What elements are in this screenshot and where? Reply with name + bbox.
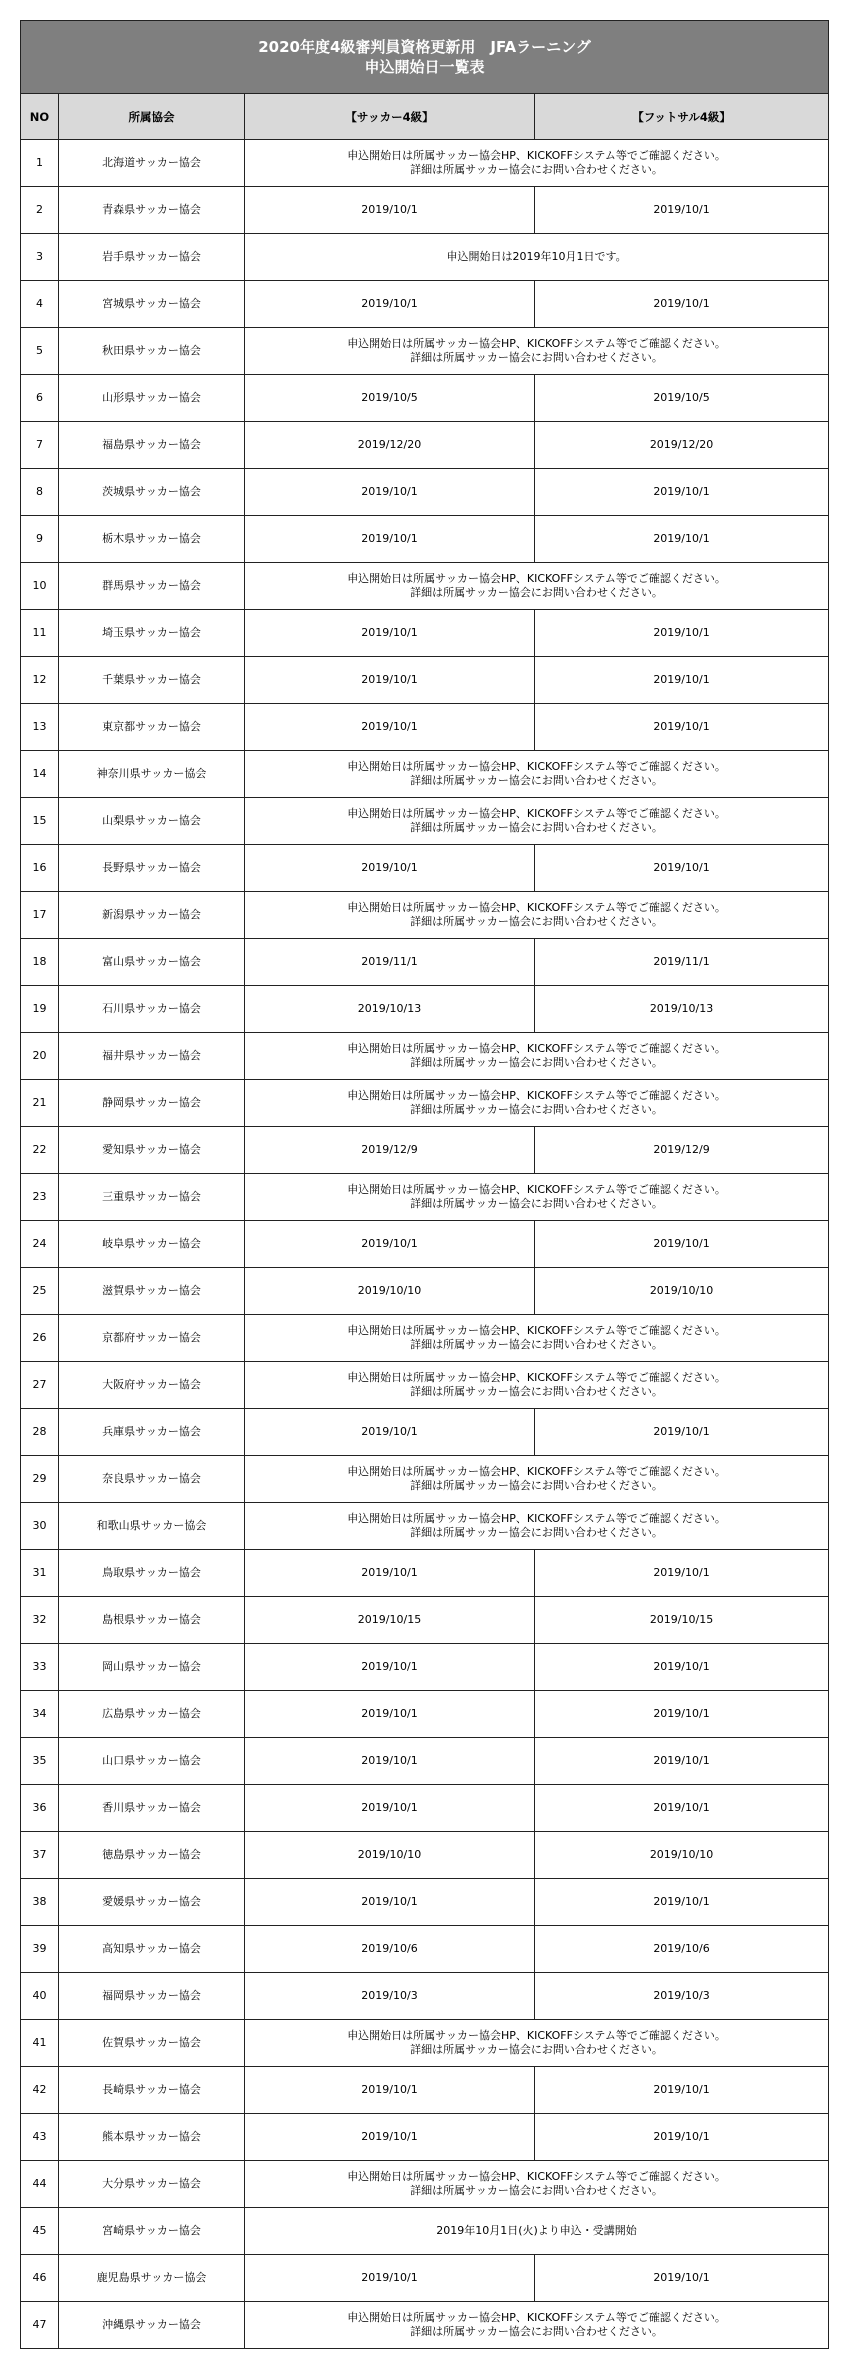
note-line: 申込開始日は所属サッカー協会HP、KICKOFFシステム等でご確認ください。 bbox=[347, 1089, 726, 1102]
title-row bbox=[21, 21, 829, 94]
row-association: 大分県サッカー協会 bbox=[59, 2161, 245, 2208]
row-no: 23 bbox=[21, 1174, 59, 1221]
row-soccer-date: 2019/11/1 bbox=[245, 939, 535, 986]
note-line: 申込開始日は2019年10月1日です。 bbox=[446, 250, 627, 263]
table-row bbox=[21, 2020, 829, 2067]
row-soccer-date: 2019/10/1 bbox=[245, 281, 535, 328]
row-futsal-date: 2019/10/1 bbox=[535, 2114, 829, 2161]
row-soccer-date: 2019/10/1 bbox=[245, 469, 535, 516]
row-futsal-date: 2019/12/9 bbox=[535, 1127, 829, 1174]
table-row bbox=[21, 798, 829, 845]
column-header-no: NO bbox=[21, 94, 59, 140]
row-soccer-date: 2019/10/1 bbox=[245, 1644, 535, 1691]
table-row bbox=[21, 1644, 829, 1691]
note-line: 詳細は所属サッカー協会にお問い合わせください。 bbox=[410, 1479, 663, 1492]
row-no: 4 bbox=[21, 281, 59, 328]
row-association: 奈良県サッカー協会 bbox=[59, 1456, 245, 1503]
row-association: 徳島県サッカー協会 bbox=[59, 1832, 245, 1879]
row-soccer-date: 2019/10/13 bbox=[245, 986, 535, 1033]
row-start-date-note bbox=[245, 798, 829, 845]
row-association: 香川県サッカー協会 bbox=[59, 1785, 245, 1832]
row-association: 鹿児島県サッカー協会 bbox=[59, 2255, 245, 2302]
row-association: 東京都サッカー協会 bbox=[59, 704, 245, 751]
note-line: 申込開始日は所属サッカー協会HP、KICKOFFシステム等でご確認ください。 bbox=[347, 1183, 726, 1196]
note-line: 詳細は所属サッカー協会にお問い合わせください。 bbox=[410, 1385, 663, 1398]
row-futsal-date: 2019/10/1 bbox=[535, 845, 829, 892]
table-row bbox=[21, 939, 829, 986]
row-no: 36 bbox=[21, 1785, 59, 1832]
table-row bbox=[21, 2255, 829, 2302]
row-association: 福井県サッカー協会 bbox=[59, 1033, 245, 1080]
table-row bbox=[21, 2161, 829, 2208]
table-row bbox=[21, 1785, 829, 1832]
row-no: 28 bbox=[21, 1409, 59, 1456]
row-soccer-date: 2019/10/1 bbox=[245, 187, 535, 234]
table-title bbox=[21, 21, 829, 94]
note-line: 申込開始日は所属サッカー協会HP、KICKOFFシステム等でご確認ください。 bbox=[347, 1465, 726, 1478]
row-no: 45 bbox=[21, 2208, 59, 2255]
row-no: 29 bbox=[21, 1456, 59, 1503]
row-association: 青森県サッカー協会 bbox=[59, 187, 245, 234]
row-no: 8 bbox=[21, 469, 59, 516]
table-row bbox=[21, 1033, 829, 1080]
row-start-date-note bbox=[245, 2161, 829, 2208]
row-association: 北海道サッカー協会 bbox=[59, 140, 245, 187]
table-row bbox=[21, 751, 829, 798]
row-no: 20 bbox=[21, 1033, 59, 1080]
row-no: 11 bbox=[21, 610, 59, 657]
row-association: 新潟県サッカー協会 bbox=[59, 892, 245, 939]
row-soccer-date: 2019/10/1 bbox=[245, 1550, 535, 1597]
row-soccer-date: 2019/10/1 bbox=[245, 657, 535, 704]
row-futsal-date: 2019/11/1 bbox=[535, 939, 829, 986]
row-soccer-date: 2019/12/20 bbox=[245, 422, 535, 469]
note-line: 申込開始日は所属サッカー協会HP、KICKOFFシステム等でご確認ください。 bbox=[347, 2311, 726, 2324]
table-row bbox=[21, 1738, 829, 1785]
row-no: 12 bbox=[21, 657, 59, 704]
row-futsal-date: 2019/10/1 bbox=[535, 1221, 829, 1268]
row-soccer-date: 2019/10/10 bbox=[245, 1832, 535, 1879]
row-soccer-date: 2019/10/1 bbox=[245, 1738, 535, 1785]
row-futsal-date: 2019/10/1 bbox=[535, 281, 829, 328]
row-start-date-note bbox=[245, 2020, 829, 2067]
row-start-date-note bbox=[245, 1033, 829, 1080]
row-association: 三重県サッカー協会 bbox=[59, 1174, 245, 1221]
row-start-date-note bbox=[245, 328, 829, 375]
row-association: 山形県サッカー協会 bbox=[59, 375, 245, 422]
table-row bbox=[21, 1362, 829, 1409]
row-futsal-date: 2019/10/1 bbox=[535, 1550, 829, 1597]
row-no: 24 bbox=[21, 1221, 59, 1268]
table-row bbox=[21, 1221, 829, 1268]
row-futsal-date: 2019/10/1 bbox=[535, 1409, 829, 1456]
row-association: 京都府サッカー協会 bbox=[59, 1315, 245, 1362]
row-association: 滋賀県サッカー協会 bbox=[59, 1268, 245, 1315]
table-row bbox=[21, 2302, 829, 2349]
table-body bbox=[21, 140, 829, 2349]
table-row bbox=[21, 1597, 829, 1644]
row-association: 静岡県サッカー協会 bbox=[59, 1080, 245, 1127]
row-no: 26 bbox=[21, 1315, 59, 1362]
row-no: 42 bbox=[21, 2067, 59, 2114]
row-start-date-note bbox=[245, 1503, 829, 1550]
row-no: 46 bbox=[21, 2255, 59, 2302]
table-row bbox=[21, 1926, 829, 1973]
title-line-2: 申込開始日一覧表 bbox=[364, 58, 485, 76]
table-row bbox=[21, 1691, 829, 1738]
note-line: 詳細は所属サッカー協会にお問い合わせください。 bbox=[410, 774, 663, 787]
row-association: 神奈川県サッカー協会 bbox=[59, 751, 245, 798]
row-association: 長野県サッカー協会 bbox=[59, 845, 245, 892]
row-futsal-date: 2019/10/10 bbox=[535, 1832, 829, 1879]
note-line: 申込開始日は所属サッカー協会HP、KICKOFFシステム等でご確認ください。 bbox=[347, 760, 726, 773]
row-no: 47 bbox=[21, 2302, 59, 2349]
row-association: 茨城県サッカー協会 bbox=[59, 469, 245, 516]
table-row bbox=[21, 1268, 829, 1315]
row-association: 岐阜県サッカー協会 bbox=[59, 1221, 245, 1268]
row-association: 秋田県サッカー協会 bbox=[59, 328, 245, 375]
row-association: 高知県サッカー協会 bbox=[59, 1926, 245, 1973]
note-line: 申込開始日は所属サッカー協会HP、KICKOFFシステム等でご確認ください。 bbox=[347, 2029, 726, 2042]
row-futsal-date: 2019/10/1 bbox=[535, 610, 829, 657]
row-futsal-date: 2019/10/15 bbox=[535, 1597, 829, 1644]
row-association: 千葉県サッカー協会 bbox=[59, 657, 245, 704]
row-soccer-date: 2019/10/5 bbox=[245, 375, 535, 422]
row-no: 6 bbox=[21, 375, 59, 422]
note-line: 詳細は所属サッカー協会にお問い合わせください。 bbox=[410, 163, 663, 176]
table-row bbox=[21, 986, 829, 1033]
note-line: 申込開始日は所属サッカー協会HP、KICKOFFシステム等でご確認ください。 bbox=[347, 337, 726, 350]
table-row bbox=[21, 563, 829, 610]
table-row bbox=[21, 281, 829, 328]
table-row bbox=[21, 187, 829, 234]
row-association: 山梨県サッカー協会 bbox=[59, 798, 245, 845]
row-start-date-note bbox=[245, 1174, 829, 1221]
row-start-date-note bbox=[245, 892, 829, 939]
row-association: 愛媛県サッカー協会 bbox=[59, 1879, 245, 1926]
row-start-date-note bbox=[245, 563, 829, 610]
table-row bbox=[21, 1973, 829, 2020]
row-soccer-date: 2019/10/1 bbox=[245, 516, 535, 563]
row-no: 38 bbox=[21, 1879, 59, 1926]
row-no: 27 bbox=[21, 1362, 59, 1409]
row-no: 17 bbox=[21, 892, 59, 939]
row-futsal-date: 2019/10/13 bbox=[535, 986, 829, 1033]
row-futsal-date: 2019/10/10 bbox=[535, 1268, 829, 1315]
row-association: 熊本県サッカー協会 bbox=[59, 2114, 245, 2161]
row-association: 岡山県サッカー協会 bbox=[59, 1644, 245, 1691]
row-association: 石川県サッカー協会 bbox=[59, 986, 245, 1033]
row-soccer-date: 2019/10/1 bbox=[245, 1785, 535, 1832]
row-start-date-note bbox=[245, 1362, 829, 1409]
table-row bbox=[21, 422, 829, 469]
table-row bbox=[21, 375, 829, 422]
row-soccer-date: 2019/10/1 bbox=[245, 2255, 535, 2302]
note-line: 申込開始日は所属サッカー協会HP、KICKOFFシステム等でご確認ください。 bbox=[347, 807, 726, 820]
row-futsal-date: 2019/10/1 bbox=[535, 469, 829, 516]
row-association: 岩手県サッカー協会 bbox=[59, 234, 245, 281]
table-row bbox=[21, 1550, 829, 1597]
row-no: 32 bbox=[21, 1597, 59, 1644]
row-futsal-date: 2019/10/1 bbox=[535, 704, 829, 751]
row-start-date-note bbox=[245, 140, 829, 187]
row-association: 山口県サッカー協会 bbox=[59, 1738, 245, 1785]
row-soccer-date: 2019/10/3 bbox=[245, 1973, 535, 2020]
note-line: 申込開始日は所属サッカー協会HP、KICKOFFシステム等でご確認ください。 bbox=[347, 572, 726, 585]
row-futsal-date: 2019/10/1 bbox=[535, 1644, 829, 1691]
note-line: 詳細は所属サッカー協会にお問い合わせください。 bbox=[410, 1103, 663, 1116]
note-line: 詳細は所属サッカー協会にお問い合わせください。 bbox=[410, 915, 663, 928]
row-association: 沖縄県サッカー協会 bbox=[59, 2302, 245, 2349]
row-futsal-date: 2019/10/5 bbox=[535, 375, 829, 422]
row-no: 13 bbox=[21, 704, 59, 751]
row-association: 大阪府サッカー協会 bbox=[59, 1362, 245, 1409]
table-row bbox=[21, 845, 829, 892]
row-association: 群馬県サッカー協会 bbox=[59, 563, 245, 610]
note-line: 申込開始日は所属サッカー協会HP、KICKOFFシステム等でご確認ください。 bbox=[347, 2170, 726, 2183]
note-line: 詳細は所属サッカー協会にお問い合わせください。 bbox=[410, 2184, 663, 2197]
row-futsal-date: 2019/10/1 bbox=[535, 1879, 829, 1926]
row-no: 10 bbox=[21, 563, 59, 610]
note-line: 詳細は所属サッカー協会にお問い合わせください。 bbox=[410, 1526, 663, 1539]
row-soccer-date: 2019/10/1 bbox=[245, 1409, 535, 1456]
row-association: 佐賀県サッカー協会 bbox=[59, 2020, 245, 2067]
table-row bbox=[21, 2067, 829, 2114]
row-association: 福島県サッカー協会 bbox=[59, 422, 245, 469]
row-futsal-date: 2019/10/1 bbox=[535, 2067, 829, 2114]
row-soccer-date: 2019/10/10 bbox=[245, 1268, 535, 1315]
row-association: 愛知県サッカー協会 bbox=[59, 1127, 245, 1174]
row-no: 35 bbox=[21, 1738, 59, 1785]
table-row bbox=[21, 2208, 829, 2255]
row-no: 37 bbox=[21, 1832, 59, 1879]
table-row bbox=[21, 1315, 829, 1362]
note-line: 詳細は所属サッカー協会にお問い合わせください。 bbox=[410, 1056, 663, 1069]
row-start-date-note bbox=[245, 1315, 829, 1362]
row-futsal-date: 2019/10/1 bbox=[535, 1738, 829, 1785]
row-association: 宮崎県サッカー協会 bbox=[59, 2208, 245, 2255]
table-row bbox=[21, 1503, 829, 1550]
note-line: 申込開始日は所属サッカー協会HP、KICKOFFシステム等でご確認ください。 bbox=[347, 1324, 726, 1337]
row-association: 宮城県サッカー協会 bbox=[59, 281, 245, 328]
title-line-1: 2020年度4級審判員資格更新用 JFAラーニング bbox=[258, 38, 591, 56]
note-line: 詳細は所属サッカー協会にお問い合わせください。 bbox=[410, 2043, 663, 2056]
row-start-date-note bbox=[245, 2208, 829, 2255]
table-row bbox=[21, 1832, 829, 1879]
column-header-soccer: 【サッカー4級】 bbox=[245, 94, 535, 140]
row-no: 31 bbox=[21, 1550, 59, 1597]
row-no: 14 bbox=[21, 751, 59, 798]
row-no: 34 bbox=[21, 1691, 59, 1738]
row-soccer-date: 2019/10/1 bbox=[245, 2114, 535, 2161]
row-futsal-date: 2019/10/1 bbox=[535, 2255, 829, 2302]
table-row bbox=[21, 1456, 829, 1503]
row-association: 福岡県サッカー協会 bbox=[59, 1973, 245, 2020]
table-row bbox=[21, 328, 829, 375]
row-no: 16 bbox=[21, 845, 59, 892]
row-association: 長崎県サッカー協会 bbox=[59, 2067, 245, 2114]
table-row bbox=[21, 2114, 829, 2161]
row-soccer-date: 2019/10/6 bbox=[245, 1926, 535, 1973]
table-row bbox=[21, 704, 829, 751]
table-row bbox=[21, 140, 829, 187]
row-futsal-date: 2019/10/1 bbox=[535, 1785, 829, 1832]
row-futsal-date: 2019/10/1 bbox=[535, 187, 829, 234]
table-row bbox=[21, 1879, 829, 1926]
row-no: 41 bbox=[21, 2020, 59, 2067]
table-row bbox=[21, 234, 829, 281]
row-futsal-date: 2019/12/20 bbox=[535, 422, 829, 469]
row-no: 22 bbox=[21, 1127, 59, 1174]
start-date-table bbox=[20, 20, 829, 2349]
table-row bbox=[21, 1080, 829, 1127]
note-line: 申込開始日は所属サッカー協会HP、KICKOFFシステム等でご確認ください。 bbox=[347, 901, 726, 914]
column-header-futsal: 【フットサル4級】 bbox=[535, 94, 829, 140]
row-futsal-date: 2019/10/1 bbox=[535, 516, 829, 563]
row-no: 15 bbox=[21, 798, 59, 845]
row-no: 3 bbox=[21, 234, 59, 281]
note-line: 詳細は所属サッカー協会にお問い合わせください。 bbox=[410, 821, 663, 834]
row-no: 19 bbox=[21, 986, 59, 1033]
table-row bbox=[21, 516, 829, 563]
row-no: 44 bbox=[21, 2161, 59, 2208]
row-association: 広島県サッカー協会 bbox=[59, 1691, 245, 1738]
table-row bbox=[21, 469, 829, 516]
row-association: 和歌山県サッカー協会 bbox=[59, 1503, 245, 1550]
row-association: 兵庫県サッカー協会 bbox=[59, 1409, 245, 1456]
table-row bbox=[21, 657, 829, 704]
note-line: 2019年10月1日(火)より申込・受講開始 bbox=[436, 2224, 637, 2237]
row-soccer-date: 2019/10/1 bbox=[245, 1221, 535, 1268]
row-soccer-date: 2019/10/1 bbox=[245, 704, 535, 751]
start-date-sheet bbox=[20, 20, 828, 2349]
column-header-association: 所属協会 bbox=[59, 94, 245, 140]
row-soccer-date: 2019/10/1 bbox=[245, 845, 535, 892]
row-soccer-date: 2019/12/9 bbox=[245, 1127, 535, 1174]
note-line: 詳細は所属サッカー協会にお問い合わせください。 bbox=[410, 351, 663, 364]
row-association: 富山県サッカー協会 bbox=[59, 939, 245, 986]
row-no: 39 bbox=[21, 1926, 59, 1973]
row-association: 鳥取県サッカー協会 bbox=[59, 1550, 245, 1597]
row-no: 5 bbox=[21, 328, 59, 375]
note-line: 詳細は所属サッカー協会にお問い合わせください。 bbox=[410, 586, 663, 599]
row-start-date-note bbox=[245, 234, 829, 281]
row-no: 21 bbox=[21, 1080, 59, 1127]
table-row bbox=[21, 1127, 829, 1174]
row-soccer-date: 2019/10/1 bbox=[245, 1879, 535, 1926]
row-soccer-date: 2019/10/1 bbox=[245, 610, 535, 657]
row-start-date-note bbox=[245, 2302, 829, 2349]
row-start-date-note bbox=[245, 1080, 829, 1127]
table-row bbox=[21, 1174, 829, 1221]
row-association: 埼玉県サッカー協会 bbox=[59, 610, 245, 657]
note-line: 申込開始日は所属サッカー協会HP、KICKOFFシステム等でご確認ください。 bbox=[347, 149, 726, 162]
row-start-date-note bbox=[245, 751, 829, 798]
row-start-date-note bbox=[245, 1456, 829, 1503]
row-futsal-date: 2019/10/3 bbox=[535, 1973, 829, 2020]
row-soccer-date: 2019/10/15 bbox=[245, 1597, 535, 1644]
row-no: 9 bbox=[21, 516, 59, 563]
note-line: 申込開始日は所属サッカー協会HP、KICKOFFシステム等でご確認ください。 bbox=[347, 1512, 726, 1525]
table-row bbox=[21, 892, 829, 939]
note-line: 申込開始日は所属サッカー協会HP、KICKOFFシステム等でご確認ください。 bbox=[347, 1371, 726, 1384]
row-soccer-date: 2019/10/1 bbox=[245, 1691, 535, 1738]
note-line: 申込開始日は所属サッカー協会HP、KICKOFFシステム等でご確認ください。 bbox=[347, 1042, 726, 1055]
table-row bbox=[21, 1409, 829, 1456]
row-no: 33 bbox=[21, 1644, 59, 1691]
row-soccer-date: 2019/10/1 bbox=[245, 2067, 535, 2114]
row-futsal-date: 2019/10/1 bbox=[535, 1691, 829, 1738]
row-no: 7 bbox=[21, 422, 59, 469]
row-no: 1 bbox=[21, 140, 59, 187]
row-no: 43 bbox=[21, 2114, 59, 2161]
row-no: 18 bbox=[21, 939, 59, 986]
row-no: 40 bbox=[21, 1973, 59, 2020]
row-no: 25 bbox=[21, 1268, 59, 1315]
row-association: 島根県サッカー協会 bbox=[59, 1597, 245, 1644]
row-no: 2 bbox=[21, 187, 59, 234]
table-row bbox=[21, 610, 829, 657]
row-futsal-date: 2019/10/1 bbox=[535, 657, 829, 704]
header-row bbox=[21, 94, 829, 140]
row-association: 栃木県サッカー協会 bbox=[59, 516, 245, 563]
row-no: 30 bbox=[21, 1503, 59, 1550]
note-line: 詳細は所属サッカー協会にお問い合わせください。 bbox=[410, 1338, 663, 1351]
note-line: 詳細は所属サッカー協会にお問い合わせください。 bbox=[410, 2325, 663, 2338]
note-line: 詳細は所属サッカー協会にお問い合わせください。 bbox=[410, 1197, 663, 1210]
row-futsal-date: 2019/10/6 bbox=[535, 1926, 829, 1973]
